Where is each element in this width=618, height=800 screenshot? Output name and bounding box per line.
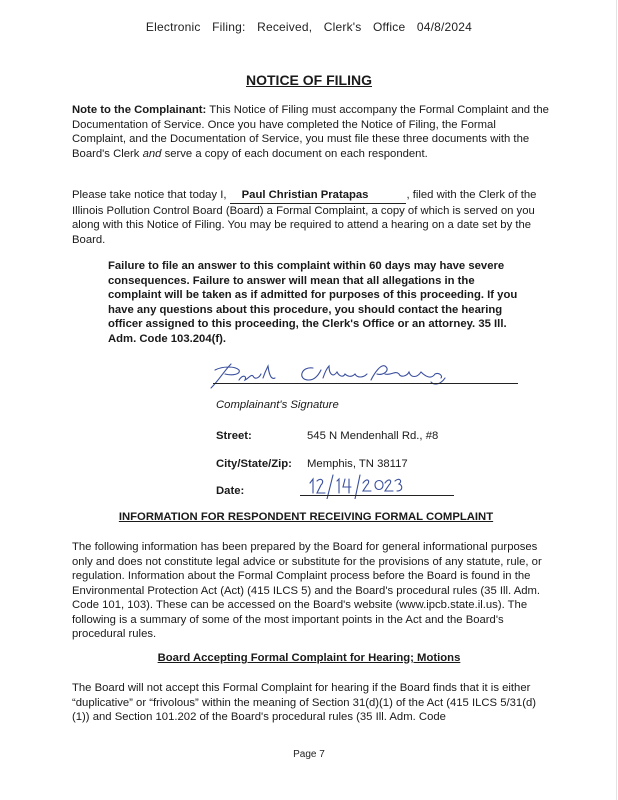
date-label: Date: — [216, 485, 245, 497]
respondent-info-heading: INFORMATION FOR RESPONDENT RECEIVING FORMAL COMPLAINT — [118, 511, 494, 523]
notice-text-after: , filed with the Clerk of the Illinois Pollution Control Board (Board) a Formal Complaint, a copy of which is served on you along with this Notice of Filing. You may be required to attend a hearing on a date set by the Board. — [72, 189, 537, 246]
date-line — [300, 495, 454, 496]
notice-paragraph — [72, 188, 552, 247]
city-state-zip-value: Memphis, TN 38117 — [307, 458, 408, 470]
board-accepting-paragraph: The Board will not accept this Formal Complaint for hearing if the Board finds that it is either “duplicative” or “frivolous” within the meaning of Section 31(d)(1) of the Act (415 ILCS 5/31(d)(1)) and Section 101.202 of the Board's procedural rules (35 Ill. Adm. Code — [72, 682, 537, 723]
note-text-end: serve a copy of each document on each respondent. — [164, 147, 428, 160]
board-accepting-heading: Board Accepting Formal Complaint for Hearing; Motions — [157, 652, 461, 664]
signature-label: Complainant's Signature — [216, 399, 339, 411]
note-text: This Notice of Filing must accompany the Formal Complaint and the Documentation of Service. Once you have completed the Notice of Filing, the Formal Complaint, and the Documentation of Service, you must file these three documents with the Board's Clerk — [72, 104, 549, 160]
note-label: Note to the Complainant: — [72, 104, 207, 116]
street-label: Street: — [216, 430, 252, 442]
page-edge-rule — [616, 0, 617, 800]
complainant-name: Paul Christian Pratapas — [230, 188, 407, 204]
page-number: Page 7 — [293, 749, 325, 760]
warning-paragraph: Failure to file an answer to this complaint within 60 days may have severe consequences. Failure to answer will mean that all allegations in the complaint will be taken as if admitted for purposes of this proceeding. If you have any questions about this procedure, you should contact the hearing officer assigned to this proceeding, the Clerk's Office or an attorney. 35 Ill. Adm. Code 103.204(f). — [108, 260, 518, 345]
street-value: 545 N Mendenhall Rd., #8 — [307, 430, 439, 442]
handwritten-signature — [205, 360, 455, 390]
city-state-zip-label: City/State/Zip: — [216, 458, 292, 470]
respondent-info-paragraph: The following information has been prepared by the Board for general informational purposes only and does not constitute legal advice or substitute for the provisions of any statute, rule, or regulation. Information about the Formal Complaint process before the Board is found in the Environmental Protection Act (Act) (415 ILCS 5) and the Board's procedural rules (35 Ill. Adm. Code 101, 103). These can be accessed on the Board's website (www.ipcb.state.il.us). The following is a summary of some of the most important points in the Act and the Board's procedural rules. — [72, 541, 542, 640]
filing-stamp: Electronic Filing: Received, Clerk's Office 04/8/2024 — [145, 20, 473, 34]
signature-line — [213, 383, 518, 384]
notice-text-before: Please take notice that today I, — [72, 189, 227, 201]
note-emphasis: and — [142, 147, 162, 160]
complainant-note — [72, 103, 552, 161]
page-title: NOTICE OF FILING — [246, 72, 372, 88]
